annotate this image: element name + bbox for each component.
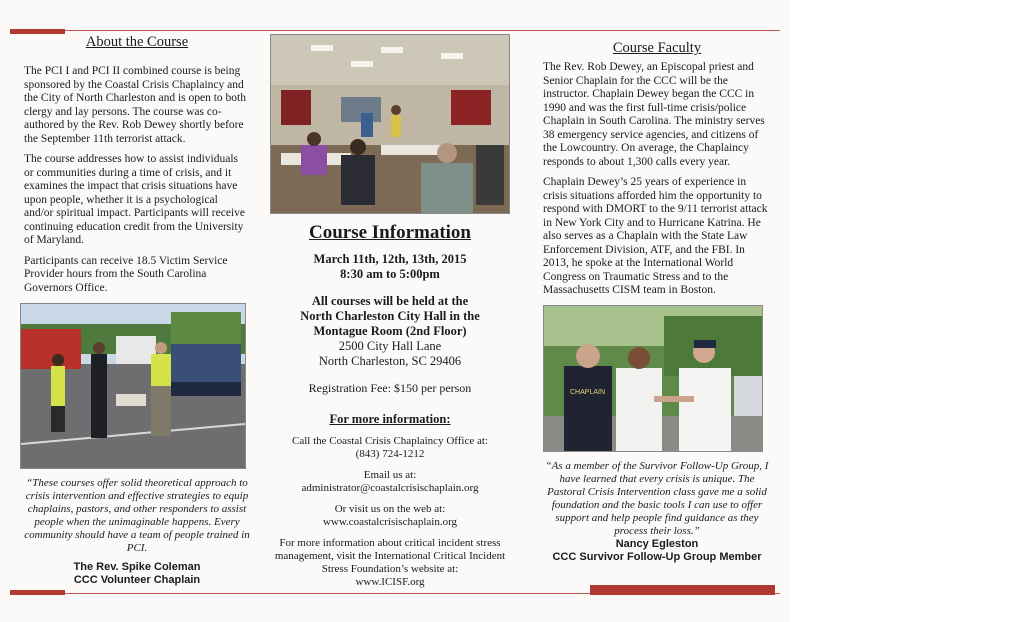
coleman-name: The Rev. Spike Coleman [73,561,201,573]
venue-line-3: Montague Room (2nd Floor) [313,324,467,338]
about-paragraph-2: The course addresses how to assist individuals or communities during a time of crisis, and it examines the impact that crisis situations have upon people, whether it is a psychological and/or spiritual impact. Participants will receive continuing education credit from the University of Maryland. [24,153,245,246]
course-dates [270,252,510,282]
about-column [24,34,250,587]
website-link[interactable]: www.coastalcrisischaplain.org [322,516,458,528]
course-information-title: Course Information [308,222,472,243]
info-column [270,34,510,589]
venue-line-2: North Charleston City Hall in the [300,309,480,323]
coleman-title: CCC Volunteer Chaplain [73,574,201,586]
address-line-2: North Charleston, SC 29406 [318,354,462,368]
vest-chaplain-text: CHAPLAIN [570,388,606,396]
accident-scene-photo [20,303,246,469]
email-label: Email us at: [363,469,417,481]
chaplain-handshake-photo [543,305,763,452]
faculty-paragraph-1: The Rev. Rob Dewey, an Episcopal priest and Senior Chaplain for the CCC will be the instructor. Chaplain Dewey began the CCC in 1990 and was the first full-time crisis/police Chaplain in South Carolina. The ministry serves 38 emergency service agencies, and citizens of the Lowcountry. On average, the Chaplaincy responds to about 1,300 calls every year. [543,61,765,168]
venue-block [270,294,510,369]
top-rule [10,30,780,31]
web-label: Or visit us on the web at: [334,503,446,515]
course-dates-line: March 11th, 12th, 13th, 2015 [313,252,467,266]
bottom-rule-accent-left [10,590,65,595]
faculty-paragraph-2: Chaplain Dewey’s 25 years of experience in crisis situations afforded him the opportunity to respond with DMORT to the 9/11 terrorist attack in New York City and to Hurricane Katrina. He also serves as a Chaplain with the State Law Enforcement Division, ATF, and the FBI. In 2013, he spoke at the International World Congress on Traumatic Stress and to the Massachusetts CISM team in Boston. [543,176,768,296]
course-times-line: 8:30 am to 5:00pm [340,267,440,281]
icisf-text: For more information about critical incident stress management, visit the International Critical Incident Stress Foundation’s website at: [274,537,506,575]
egleston-title: CCC Survivor Follow-Up Group Member [552,550,762,563]
egleston-name: Nancy Egleston [615,537,699,550]
address-line-1: 2500 City Hall Lane [338,339,442,353]
faculty-column [543,40,771,564]
venue-line-1: All courses will be held at the [311,294,469,308]
phone-number: (843) 724-1212 [355,448,425,460]
egleston-quote: “As a member of the Survivor Follow-Up Group, I have learned that every crisis is unique. The Pastoral Crisis Intervention class gave me a solid foundation and the basic tools I can use to offer support and help people find guidance as they process their loss.” [545,459,769,537]
about-paragraph-3: Participants can receive 18.5 Victim Service Provider hours from the South Carolina Governors Office. [24,254,228,294]
email-address[interactable]: administrator@coastalcrisischaplain.org [301,482,479,494]
faculty-heading: Course Faculty [612,40,702,56]
more-info-heading: For more information: [329,412,451,426]
about-paragraph-1: The PCI I and PCI II combined course is being sponsored by the Coastal Crisis Chaplaincy and the City of North Charleston and is open to both clergy and lay persons. The course was co-authored by the Rev. Rob Dewey shortly before the September 11th terrorist attack. [24,65,246,145]
call-label: Call the Coastal Crisis Chaplaincy Office at: [292,435,488,447]
classroom-photo [270,34,510,214]
icisf-link[interactable]: www.ICISF.org [355,576,425,588]
bottom-rule-accent-right [590,585,775,595]
registration-fee: Registration Fee: $150 per person [308,381,472,395]
coleman-quote: “These courses offer solid theoretical approach to crisis intervention and effective strategies to equip chaplains, pastors, and other responders to assist people when the unimaginable happens. Every community should have a team of people trained in PCI. [24,477,250,554]
about-heading: About the Course [85,34,189,50]
